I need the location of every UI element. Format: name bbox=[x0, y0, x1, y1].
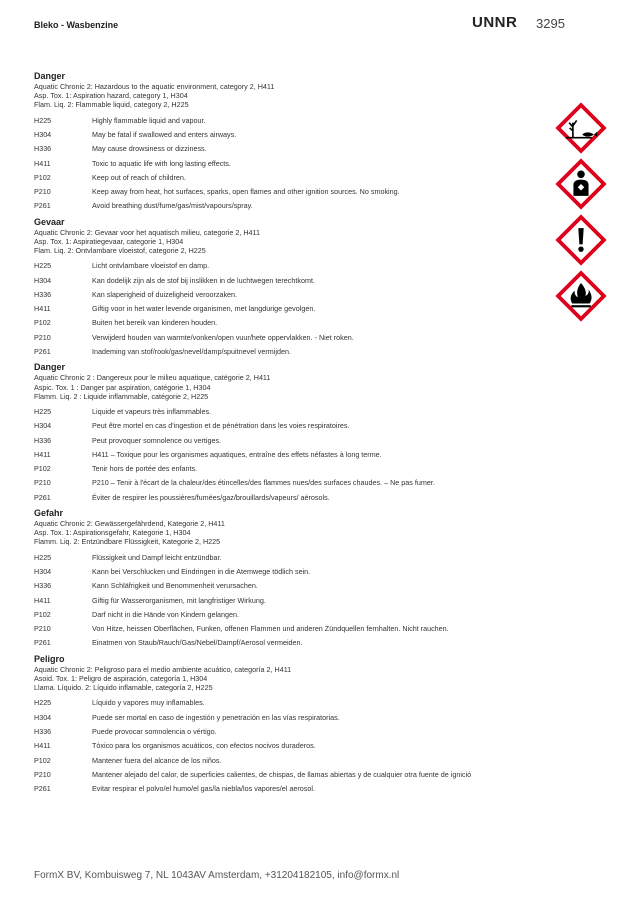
statement-text: Líquido y vapores muy inflamables. bbox=[92, 698, 205, 708]
statement-row bbox=[34, 345, 554, 359]
statement-text: Keep out of reach of children. bbox=[92, 172, 186, 182]
statement-code: H411 bbox=[34, 741, 51, 751]
statement-row bbox=[34, 462, 554, 476]
company-footer: FormX BV, Kombuisweg 7, NL 1043AV Amsterdam, +31204182105, info@formx.nl bbox=[34, 870, 400, 881]
signal-word: Danger bbox=[34, 362, 66, 373]
statement-row bbox=[34, 419, 554, 433]
statement-row bbox=[34, 274, 554, 288]
statement-text: Keep away from heat, hot surfaces, sparks, open flames and other ignition sources. No smoking. bbox=[92, 187, 400, 197]
statement-code: P102 bbox=[34, 318, 51, 328]
statement-code: P261 bbox=[34, 784, 51, 794]
statement-code: H304 bbox=[34, 712, 52, 722]
statement-text: Giftig voor in het water levende organismen, met langdurige gevolgen. bbox=[92, 304, 316, 314]
signal-word: Danger bbox=[34, 71, 66, 81]
classification-line: Aquatic Chronic 2: Hazardous to the aquatic environment, category 2, H411 bbox=[34, 82, 275, 91]
statement-code: P261 bbox=[34, 201, 51, 211]
classification-line: Aquatic Chronic 2 : Dangereux pour le milieu aquatique, catégorie 2, H411 bbox=[34, 373, 271, 383]
classification-line: Asp. Tox. 1: Aspiratiegevaar, categorie 1, H304 bbox=[34, 236, 184, 246]
statement-row bbox=[34, 594, 554, 608]
ghs-pictograms bbox=[554, 101, 608, 325]
statement-text: Licht ontvlambare vloeistof en damp. bbox=[92, 261, 210, 271]
exclamation-mark-icon bbox=[554, 213, 608, 267]
statement-row bbox=[34, 199, 554, 213]
hazard-section bbox=[34, 654, 554, 797]
statement-code: H336 bbox=[34, 144, 52, 154]
classification-line: Aspic. Tox. 1 : Danger par aspiration, catégorie 1, H304 bbox=[34, 382, 211, 392]
classification-line: Flamm. Liq. 2 : Liquide inflammable, catégorie 2, H225 bbox=[34, 391, 209, 401]
statement-row bbox=[34, 259, 554, 273]
statement-code: P261 bbox=[34, 638, 51, 648]
statement-list bbox=[34, 551, 554, 651]
statement-row bbox=[34, 754, 554, 768]
statement-code: P261 bbox=[34, 347, 51, 357]
statement-text: H411 – Toxique pour les organismes aquatiques, entraîne des effets néfastes à long terme. bbox=[92, 449, 382, 459]
statement-text: Toxic to aquatic life with long lasting effects. bbox=[92, 158, 231, 168]
environment-hazard-icon bbox=[554, 101, 608, 155]
statement-row bbox=[34, 782, 554, 796]
statement-text: Einatmen von Staub/Rauch/Gas/Nebel/Dampf/Aerosol vermeiden. bbox=[92, 638, 303, 648]
statement-code: H411 bbox=[34, 158, 51, 168]
classification-line: Flam. Liq. 2: Flammable liquid, category 2, H225 bbox=[34, 100, 189, 110]
classification-line: Flamm. Liq. 2: Entzündbare Flüssigkeit, Kategorie 2, H225 bbox=[34, 537, 221, 547]
flame-icon bbox=[554, 269, 608, 323]
statement-row bbox=[34, 768, 554, 782]
statement-text: Highly flammable liquid and vapour. bbox=[92, 115, 206, 125]
statement-row bbox=[34, 579, 554, 593]
statement-text: Verwijderd houden van warmte/vonken/open vuur/hete oppervlakken. - Niet roken. bbox=[92, 332, 354, 342]
statement-row bbox=[34, 696, 554, 710]
statement-row bbox=[34, 476, 554, 490]
statement-text: Éviter de respirer les poussières/fumées/gaz/brouillards/vapeurs/ aérosols. bbox=[92, 492, 330, 502]
classification-line: Aquatic Chronic 2: Peligroso para el medio ambiente acuático, categoría 2, H411 bbox=[34, 664, 292, 674]
statement-code: H225 bbox=[34, 406, 52, 416]
statement-text: Darf nicht in die Hände von Kindern gelangen. bbox=[92, 609, 240, 619]
statement-code: H336 bbox=[34, 289, 52, 299]
statement-row bbox=[34, 331, 554, 345]
hazard-section bbox=[34, 508, 554, 651]
statement-text: Kann bei Verschlucken und Eindringen in die Atemwege tödlich sein. bbox=[92, 566, 311, 576]
statement-row bbox=[34, 622, 554, 636]
un-number-value: 3295 bbox=[536, 16, 565, 31]
statement-text: Von Hitze, heissen Oberflächen, Funken, offenen Flammen und anderen Zündquellen fernhalten. Nicht rauchen. bbox=[92, 624, 449, 634]
classification-line: Asp. Tox. 1: Aspiration hazard, category 1, H304 bbox=[34, 91, 188, 101]
statement-row bbox=[34, 302, 554, 316]
statement-text: Peut être mortel en cas d'ingestion et de pénétration dans les voies respiratoires. bbox=[92, 421, 350, 431]
statement-text: Kan dodelijk zijn als de stof bij inslikken in de luchtwegen terechtkomt. bbox=[92, 275, 315, 285]
statement-text: Tenir hors de portée des enfants. bbox=[92, 464, 198, 474]
statement-row bbox=[34, 448, 554, 462]
statement-text: Buiten het bereik van kinderen houden. bbox=[92, 318, 218, 328]
statement-code: H225 bbox=[34, 115, 52, 125]
statement-code: P261 bbox=[34, 492, 51, 502]
statement-text: Mantener alejado del calor, de superficies calientes, de chispas, de llamas abiertas y de cualquier otra fuente de ignició bbox=[92, 769, 472, 779]
classification-line: Asp. Tox. 1: Aspirationsgefahr, Kategorie 1, H304 bbox=[34, 528, 191, 538]
statement-code: P210 bbox=[34, 769, 51, 779]
statement-row bbox=[34, 142, 554, 156]
statement-code: P210 bbox=[34, 332, 51, 342]
un-number-label: UNNR bbox=[472, 14, 518, 31]
classification-line: Aquatic Chronic 2: Gevaar voor het aquatisch milieu, categorie 2, H411 bbox=[34, 227, 260, 237]
statement-code: P102 bbox=[34, 609, 51, 619]
statement-code: H411 bbox=[34, 595, 51, 605]
statement-text: May be fatal if swallowed and enters airways. bbox=[92, 129, 237, 139]
statement-code: H304 bbox=[34, 275, 52, 285]
statement-code: P210 bbox=[34, 187, 51, 197]
statement-code: H304 bbox=[34, 566, 52, 576]
statement-list bbox=[34, 259, 554, 359]
hazard-section bbox=[34, 71, 554, 214]
statement-code: P102 bbox=[34, 172, 51, 182]
statement-text: Avoid breathing dust/fume/gas/mist/vapours/spray. bbox=[92, 201, 253, 211]
statement-list bbox=[34, 114, 554, 214]
statement-code: P102 bbox=[34, 464, 51, 474]
statement-code: H225 bbox=[34, 698, 52, 708]
statement-text: Kan slaperigheid of duizeligheid veroorzaken. bbox=[92, 289, 238, 299]
classification-line: Llama. Líquido. 2: Líquido inflamable, categoría 2, H225 bbox=[34, 683, 213, 693]
statement-row bbox=[34, 551, 554, 565]
statement-code: H304 bbox=[34, 421, 52, 431]
signal-word: Gefahr bbox=[34, 508, 64, 519]
statement-code: H411 bbox=[34, 449, 51, 459]
statement-text: Liquide et vapeurs très inflammables. bbox=[92, 406, 212, 416]
statement-row bbox=[34, 711, 554, 725]
statement-list bbox=[34, 405, 554, 505]
statement-row bbox=[34, 565, 554, 579]
statement-text: Tóxico para los organismos acuáticos, con efectos nocivos duraderos. bbox=[92, 741, 316, 751]
statement-text: P210 – Tenir à l'écart de la chaleur/des étincelles/des flammes nues/des surfaces chaudes. – Ne pas fumer. bbox=[92, 478, 435, 488]
statement-code: P210 bbox=[34, 624, 51, 634]
product-title: Bleko - Wasbenzine bbox=[34, 20, 119, 30]
hazard-sections bbox=[34, 71, 554, 799]
statement-row bbox=[34, 739, 554, 753]
classification-line: Asoid. Tox. 1: Peligro de aspiración, categoría 1, H304 bbox=[34, 673, 208, 683]
statement-row bbox=[34, 491, 554, 505]
statement-row bbox=[34, 185, 554, 199]
statement-row bbox=[34, 636, 554, 650]
statement-code: P102 bbox=[34, 755, 51, 765]
classification-line: Flam. Liq. 2: Ontvlambare vloeistof, categorie 2, H225 bbox=[34, 246, 206, 256]
statement-list bbox=[34, 696, 554, 796]
statement-row bbox=[34, 725, 554, 739]
statement-row bbox=[34, 114, 554, 128]
statement-code: H225 bbox=[34, 261, 52, 271]
statement-text: Flüssigkeit und Dampf leicht entzündbar. bbox=[92, 552, 222, 562]
statement-code: H225 bbox=[34, 552, 52, 562]
statement-code: H336 bbox=[34, 581, 52, 591]
statement-row bbox=[34, 316, 554, 330]
statement-code: H304 bbox=[34, 129, 52, 139]
statement-row bbox=[34, 128, 554, 142]
statement-text: May cause drowsiness or dizziness. bbox=[92, 144, 207, 154]
health-hazard-icon bbox=[554, 157, 608, 211]
statement-text: Giftig für Wasserorganismen, mit langfristiger Wirkung. bbox=[92, 595, 266, 605]
statement-row bbox=[34, 171, 554, 185]
statement-row bbox=[34, 157, 554, 171]
statement-text: Puede provocar somnolencia o vértigo. bbox=[92, 726, 217, 736]
classification-line: Aquatic Chronic 2: Gewässergefährdend, Kategorie 2, H411 bbox=[34, 519, 225, 529]
statement-code: H336 bbox=[34, 726, 52, 736]
hazard-section bbox=[34, 362, 554, 505]
statement-code: P210 bbox=[34, 478, 51, 488]
statement-text: Mantener fuera del alcance de los niños. bbox=[92, 755, 222, 765]
statement-row bbox=[34, 288, 554, 302]
hazard-section bbox=[34, 217, 554, 360]
signal-word: Gevaar bbox=[34, 216, 65, 227]
statement-row bbox=[34, 434, 554, 448]
statement-text: Evitar respirar el polvo/el humo/el gas/la niebla/los vapores/el aerosol. bbox=[92, 784, 315, 794]
statement-text: Peut provoquer somnolence ou vertiges. bbox=[92, 435, 222, 445]
statement-text: Kann Schläfrigkeit und Benommenheit verursachen. bbox=[92, 581, 258, 591]
statement-row bbox=[34, 405, 554, 419]
statement-code: H411 bbox=[34, 304, 51, 314]
statement-text: Inademing van stof/rook/gas/nevel/damp/spuitnevel vermijden. bbox=[92, 347, 291, 357]
statement-row bbox=[34, 608, 554, 622]
signal-word: Peligro bbox=[34, 653, 65, 664]
statement-code: H336 bbox=[34, 435, 52, 445]
statement-text: Puede ser mortal en caso de ingestión y penetración en las vías respiratorias. bbox=[92, 712, 340, 722]
